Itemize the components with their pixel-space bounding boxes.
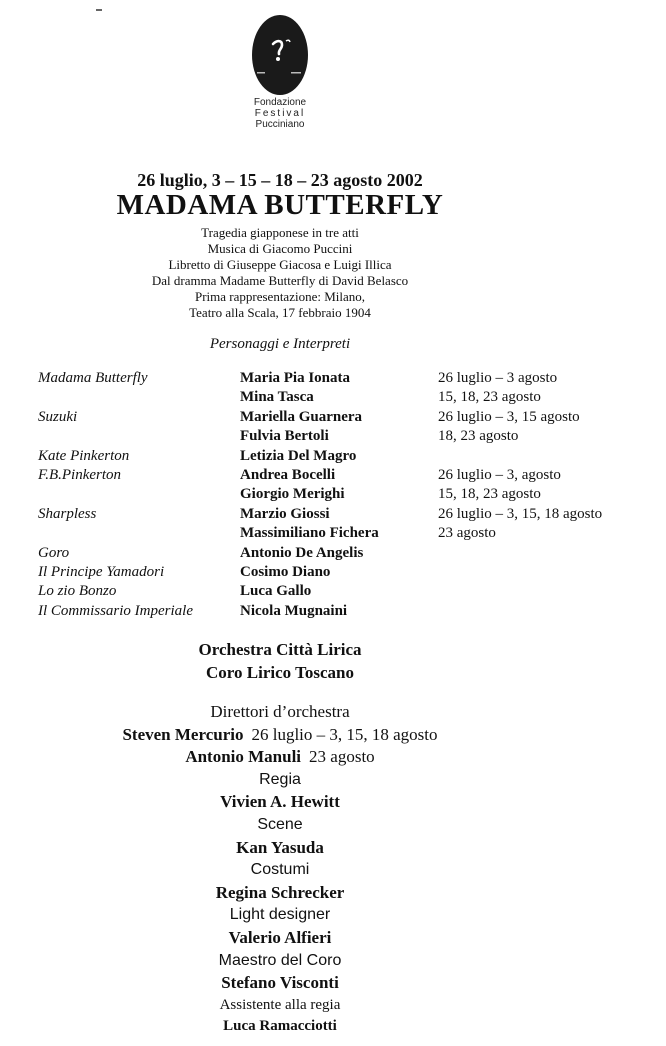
- light-designer-name: Valerio Alfieri: [228, 927, 332, 947]
- cast-row: [0, 467, 666, 486]
- cast-heading: Personaggi e Interpreti: [209, 336, 351, 352]
- info-line: Musica di Giacomo Puccini: [207, 241, 353, 256]
- cast-role: F.B.Pinkerton: [38, 466, 122, 483]
- cast-singer: Marzio Giossi: [240, 505, 330, 522]
- conductor-1: [0, 724, 560, 747]
- foundation-line-2: Festival: [254, 108, 306, 119]
- cast-role: Goro: [38, 544, 70, 561]
- cast-dates: 15, 18, 23 agosto: [438, 486, 541, 503]
- cast-singer: Nicola Mugnaini: [240, 602, 348, 619]
- cast-singer: Letizia Del Magro: [240, 447, 357, 464]
- info-line: Teatro alla Scala, 17 febbraio 1904: [189, 305, 371, 320]
- cast-singer: Maria Pia Ionata: [240, 370, 350, 386]
- info-line: Prima rappresentazione: Milano,: [194, 289, 366, 304]
- conductor-1-name: Steven Mercurio: [122, 724, 244, 744]
- conductor-2-dates: 23 agosto: [309, 747, 375, 767]
- cast-role: Suzuki: [38, 408, 78, 425]
- cast-dates: 15, 18, 23 agosto: [438, 389, 541, 406]
- cast-dates: 23 agosto: [438, 525, 496, 542]
- cast-singer: Luca Gallo: [240, 583, 312, 600]
- scan-mark: [96, 9, 102, 11]
- cast-singer: Massimiliano Fichera: [240, 525, 379, 542]
- info-line: Dal dramma Madame Butterfly di David Belasco: [151, 273, 409, 288]
- cast-dates: 18, 23 agosto: [438, 428, 519, 445]
- ensembles: [0, 638, 560, 684]
- cast-dates: 26 luglio – 3, 15, 18 agosto: [438, 505, 603, 522]
- cast-dates: 26 luglio – 3 agosto: [438, 370, 558, 386]
- info-line: Tragedia giapponese in tre atti: [201, 225, 359, 240]
- cast-singer: Fulvia Bertoli: [240, 428, 329, 445]
- cast-role: Lo zio Bonzo: [38, 583, 117, 600]
- cast-row: [0, 564, 666, 583]
- scenes-label: Scene: [257, 815, 303, 833]
- costumes-label: Costumi: [250, 861, 310, 879]
- cast-row: [0, 428, 666, 447]
- production-credits: [0, 701, 560, 1037]
- cast-singer: Giorgio Merighi: [240, 486, 345, 503]
- cast-row: [0, 409, 666, 428]
- opera-title: MADAMA BUTTERFLY: [116, 189, 444, 221]
- cast-singer: Mina Tasca: [240, 389, 314, 406]
- cast-role: Sharpless: [38, 505, 97, 522]
- cast-dates: 26 luglio – 3, 15 agosto: [438, 408, 580, 425]
- cast-row: [0, 389, 666, 408]
- opera-info: [0, 225, 560, 321]
- conductor-2: [0, 746, 560, 769]
- cast-singer: Mariella Guarnera: [240, 408, 363, 425]
- cast-role: Madama Butterfly: [38, 370, 148, 386]
- cast-row: [0, 506, 666, 525]
- cast-dates: 26 luglio – 3, agosto: [438, 466, 561, 483]
- cast-singer: Cosimo Diano: [240, 563, 331, 580]
- foundation-name: [230, 97, 330, 130]
- direction-name: Vivien A. Hewitt: [220, 792, 340, 812]
- conductor-1-dates: 26 luglio – 3, 15, 18 agosto: [251, 724, 438, 744]
- cast-row: [0, 370, 666, 389]
- cast-row: [0, 545, 666, 564]
- chorus-master-name: Stefano Visconti: [221, 973, 339, 993]
- assistant-director-label: Assistente alla regia: [219, 996, 341, 1013]
- cast-row: [0, 448, 666, 467]
- choir-name: Coro Lirico Toscano: [206, 663, 354, 682]
- scenes-name: Kan Yasuda: [236, 837, 324, 857]
- cast-role: Kate Pinkerton: [38, 447, 130, 464]
- cast-row: [0, 603, 666, 622]
- foundation-line-1: Fondazione: [253, 97, 307, 108]
- info-line: Libretto di Giuseppe Giacosa e Luigi Illica: [168, 257, 392, 272]
- cast-list: [0, 370, 666, 622]
- performance-dates: 26 luglio, 3 – 15 – 18 – 23 agosto 2002: [137, 170, 423, 190]
- festival-emblem-icon: [251, 14, 309, 97]
- foundation-line-3: Pucciniano: [255, 119, 305, 130]
- cast-row: [0, 583, 666, 602]
- assistant-director-name: Luca Ramacciotti: [223, 1017, 337, 1034]
- cast-row: [0, 486, 666, 505]
- cast-singer: Antonio De Angelis: [240, 544, 364, 561]
- costumes-name: Regina Schrecker: [215, 882, 345, 902]
- conductors-label: Direttori d’orchestra: [210, 702, 350, 721]
- cast-role: Il Commissario Imperiale: [38, 602, 193, 619]
- cast-role: Il Principe Yamadori: [38, 563, 165, 580]
- cast-singer: Andrea Bocelli: [240, 466, 336, 483]
- orchestra-name: Orchestra Città Lirica: [198, 640, 362, 659]
- cast-row: [0, 525, 666, 544]
- conductor-2-name: Antonio Manuli: [185, 747, 302, 767]
- light-designer-label: Light designer: [229, 906, 331, 924]
- direction-label: Regia: [259, 770, 301, 788]
- chorus-master-label: Maestro del Coro: [218, 951, 342, 969]
